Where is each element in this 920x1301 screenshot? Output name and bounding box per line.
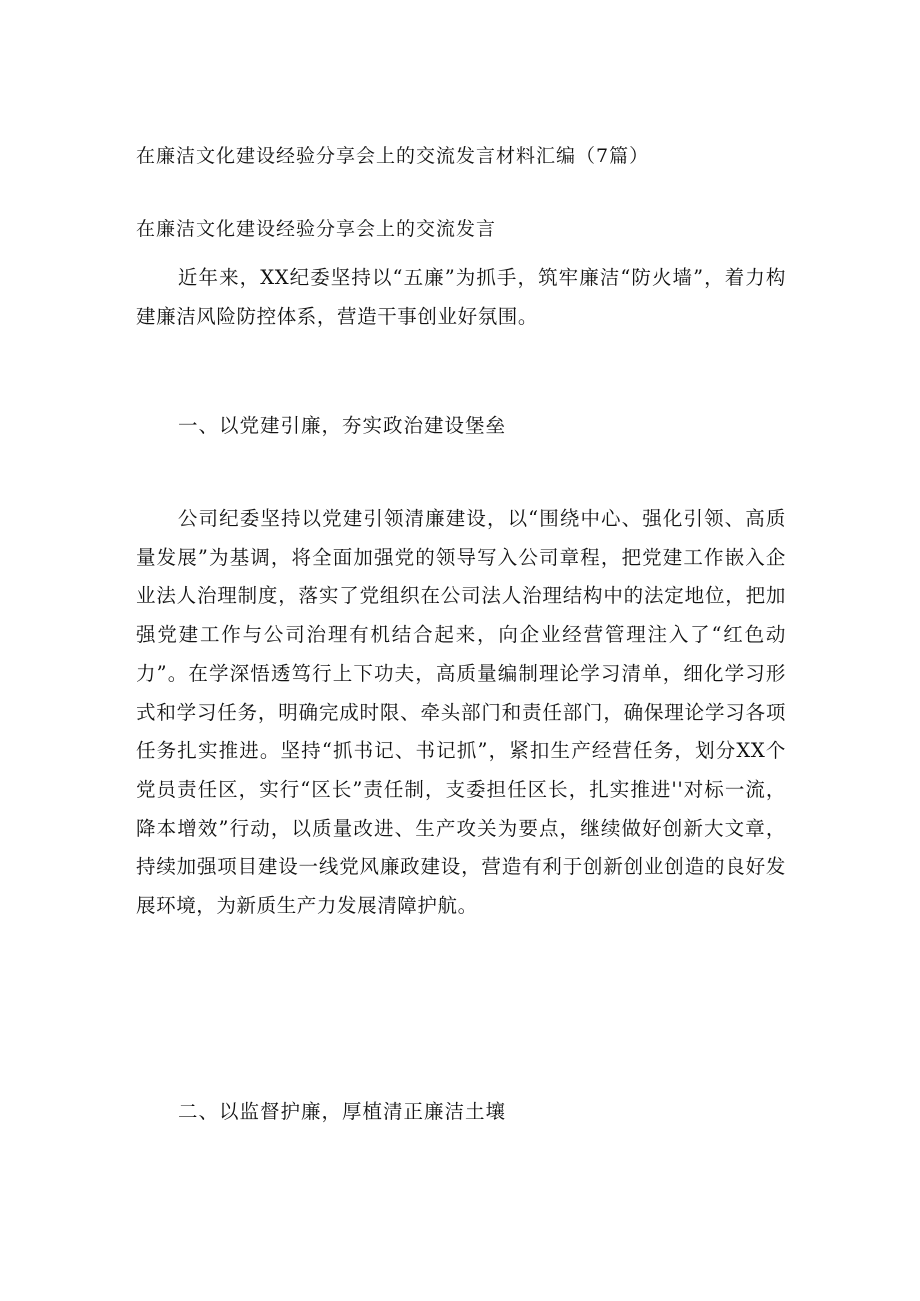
section-heading-1: 一、以党建引廉，夯实政治建设堡垒 [178, 414, 507, 437]
section-heading-2: 二、以监督护廉，厚植清正廉洁土壤 [178, 1100, 507, 1123]
intro-paragraph: 近年来，XX纪委坚持以“五廉”为抓手，筑牢廉洁“防火墙”，着力构建廉洁风险防控体系，营造干事创业好氛围。 [136, 266, 786, 328]
article-title: 在廉洁文化建设经验分享会上的交流发言 [136, 218, 497, 240]
section-1-paragraph: 公司纪委坚持以党建引领清廉建设，以“围绕中心、强化引领、高质量发展”为基调，将全面加强党的领导写入公司章程，把党建工作嵌入企业法人治理制度，落实了党组织在公司法人治理结构中的法定地位，把加强党建工作与公司治理有机结合起来，向企业经营管理注入了“红色动力”。在学深悟透笃行上下功夫，高质量编制理论学习清单，细化学习形式和学习任务，明确完成时限、牵头部门和责任部门，确保理论学习各项任务扎实推进。坚持“抓书记、书记抓”，紧扣生产经营任务，划分XX个党员责任区，实行“区长”责任制，支委担任区长，扎实推进''对标一流，降本增效”行动，以质量改进、生产攻关为要点，继续做好创新大文章，持续加强项目建设一线党风廉政建设，营造有利于创新创业创造的良好发展环境，为新质生产力发展清障护航。 [136, 507, 786, 918]
document-title: 在廉洁文化建设经验分享会上的交流发言材料汇编（7篇） [136, 145, 650, 167]
